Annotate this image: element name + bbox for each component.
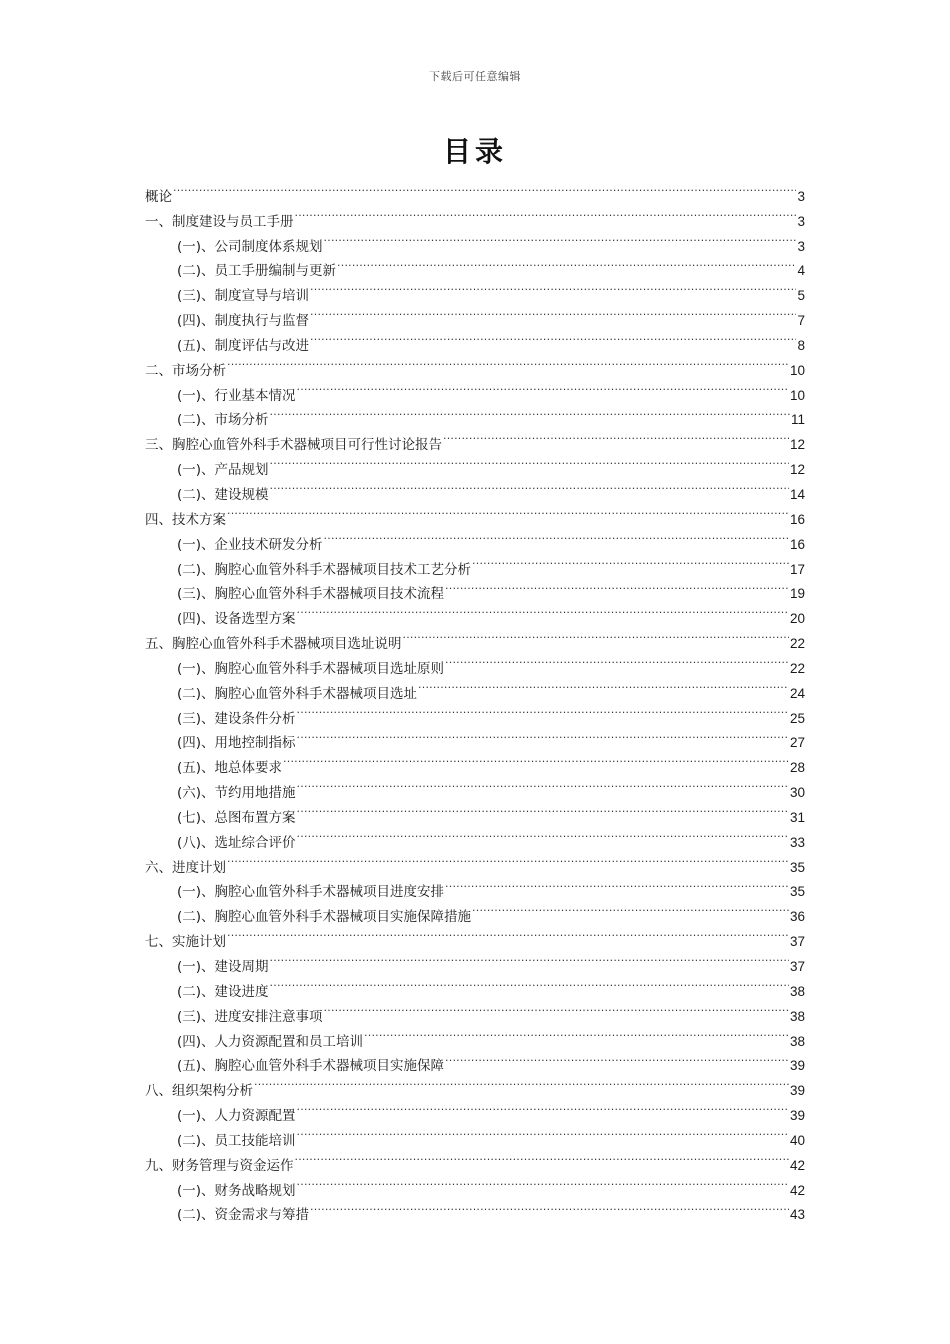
header-note: 下载后可任意编辑 (429, 70, 521, 83)
toc-dot-leader (283, 747, 789, 772)
toc-entry-page-number: 16 (789, 511, 805, 527)
toc-entry-label: (六)、节约用地措施 (177, 785, 296, 802)
toc-dot-leader (310, 1195, 789, 1220)
toc-entry-label: (二)、胸腔心血管外科手术器械项目技术工艺分析 (177, 561, 472, 578)
toc-dot-leader (337, 251, 796, 276)
toc-entry-label: 一、制度建设与员工手册 (145, 213, 294, 230)
toc-entry-label: (四)、用地控制指标 (177, 735, 296, 752)
toc-entry-label: (三)、胸腔心血管外科手术器械项目技术流程 (177, 586, 445, 603)
toc-entry-page-number: 39 (789, 1108, 805, 1124)
toc-entry-label: (三)、制度宣导与培训 (177, 288, 310, 305)
toc-entry-label: 八、组织架构分析 (145, 1083, 253, 1100)
toc-entry-page-number: 42 (789, 1157, 805, 1173)
toc-entry-label: (一)、行业基本情况 (177, 387, 296, 404)
toc-dot-leader (227, 350, 789, 375)
toc-dot-leader (472, 549, 789, 574)
toc-entry-page-number: 7 (797, 313, 805, 329)
toc-entry-page-number: 31 (789, 809, 805, 825)
toc-entry-page-number: 3 (797, 213, 805, 229)
toc-entry-page-number: 24 (789, 685, 805, 701)
toc-entry-label: (二)、胸腔心血管外科手术器械项目实施保障措施 (177, 909, 472, 926)
toc-entry[interactable] (145, 524, 805, 553)
toc-entry-label: (三)、进度安排注意事项 (177, 1008, 323, 1025)
toc-entry-page-number: 39 (789, 1083, 805, 1099)
toc-entry-page-number: 19 (789, 586, 805, 602)
toc-entry-page-number: 33 (789, 834, 805, 850)
toc-entry-label: 概论 (145, 188, 172, 205)
toc-entry-page-number: 17 (789, 561, 805, 577)
toc-entry-page-number: 35 (789, 859, 805, 875)
toc-entry-label: (一)、产品规划 (177, 462, 269, 479)
toc-entry[interactable] (145, 176, 805, 205)
toc-entry-page-number: 5 (797, 288, 805, 304)
toc-dot-leader (270, 400, 790, 425)
toc-entry-label: (二)、市场分析 (177, 412, 269, 429)
toc-entry-label: 三、胸腔心血管外科手术器械项目可行性讨论报告 (145, 437, 442, 454)
toc-entry-page-number: 12 (789, 437, 805, 453)
toc-entry-label: 六、进度计划 (145, 859, 226, 876)
toc-entry-label: (二)、胸腔心血管外科手术器械项目选址 (177, 685, 418, 702)
toc-entry-page-number: 25 (789, 710, 805, 726)
toc-entry[interactable] (145, 375, 805, 404)
toc-dot-leader (297, 375, 789, 400)
toc-entry-page-number: 3 (797, 188, 805, 204)
toc-dot-leader (443, 424, 789, 449)
toc-entry-label: (一)、建设周期 (177, 959, 269, 975)
toc-entry-page-number: 10 (789, 387, 805, 403)
toc-dot-leader (227, 499, 789, 524)
toc-dot-leader (310, 325, 796, 350)
toc-entry-label: (一)、企业技术研发分析 (177, 536, 323, 553)
toc-entry-label: (七)、总图布置方案 (177, 809, 296, 826)
toc-entry-page-number: 16 (789, 536, 805, 552)
toc-entry-label: (四)、人力资源配置和员工培训 (177, 1033, 364, 1050)
toc-dot-leader (297, 1120, 789, 1145)
toc-dot-leader (324, 524, 789, 549)
toc-entry[interactable] (145, 847, 805, 876)
toc-entry-label: 七、实施计划 (145, 934, 226, 951)
toc-entry-page-number: 38 (789, 983, 805, 999)
toc-dot-leader (270, 474, 789, 499)
toc-entry-label: (一)、胸腔心血管外科手术器械项目进度安排 (177, 884, 445, 901)
toc-entry-label: (一)、财务战略规划 (177, 1182, 296, 1199)
toc-dot-leader (297, 598, 789, 623)
toc-entry-label: (二)、建设进度 (177, 983, 269, 1000)
toc-dot-leader (270, 449, 789, 474)
toc-dot-leader (324, 226, 797, 251)
toc-entry-label: 五、胸腔心血管外科手术器械项目选址说明 (145, 636, 402, 653)
toc-dot-leader (297, 1170, 789, 1195)
toc-dot-leader (254, 1070, 789, 1095)
toc-entry-label: (四)、制度执行与监督 (177, 313, 310, 330)
toc-entry[interactable] (145, 350, 805, 379)
toc-entry-label: (二)、员工技能培训 (177, 1132, 296, 1149)
toc-dot-leader (445, 1046, 789, 1071)
toc-entry-label: (二)、建设规模 (177, 486, 269, 503)
toc-dot-leader (310, 300, 796, 325)
toc-dot-leader (445, 574, 789, 599)
toc-entry-page-number: 38 (789, 1033, 805, 1049)
toc-dot-leader (297, 772, 789, 797)
toc-dot-leader (297, 723, 789, 748)
toc-dot-leader (270, 946, 789, 971)
toc-entry-page-number: 39 (789, 1058, 805, 1074)
toc-entry-page-number: 4 (797, 263, 805, 279)
toc-entry-label: 二、市场分析 (145, 362, 226, 379)
toc-entry-page-number: 30 (789, 785, 805, 801)
toc-entry-label: 四、技术方案 (145, 511, 226, 528)
toc-entry-page-number: 10 (789, 362, 805, 378)
toc-entry-label: (五)、胸腔心血管外科手术器械项目实施保障 (177, 1058, 445, 1075)
toc-entry-page-number: 14 (789, 486, 805, 502)
toc-entry-page-number: 42 (789, 1182, 805, 1198)
toc-entry-page-number: 22 (789, 636, 805, 652)
toc-dot-leader (364, 1021, 789, 1046)
toc-entry-label: (一)、人力资源配置 (177, 1108, 296, 1125)
toc-entry-page-number: 35 (789, 884, 805, 900)
toc-entry-page-number: 8 (797, 337, 805, 353)
toc-entry-label: (一)、公司制度体系规划 (177, 238, 323, 255)
toc-dot-leader (297, 822, 789, 847)
toc-entry-label: (一)、胸腔心血管外科手术器械项目选址原则 (177, 660, 445, 677)
toc-entry[interactable] (145, 921, 805, 951)
toc-entry-label: (四)、设备选型方案 (177, 611, 296, 628)
toc-entry[interactable] (145, 499, 805, 528)
toc-entry-label: (三)、建设条件分析 (177, 710, 296, 727)
toc-entry[interactable] (145, 872, 805, 901)
toc-dot-leader (270, 971, 789, 996)
page-title: 目录 (442, 135, 507, 168)
toc-entry-page-number: 37 (789, 959, 805, 974)
toc-entry-page-number: 22 (789, 660, 805, 676)
toc-entry-label: 九、财务管理与资金运作 (145, 1157, 294, 1174)
toc-dot-leader (295, 1145, 789, 1170)
toc-entry-label: (二)、员工手册编制与更新 (177, 263, 337, 280)
toc-dot-leader (324, 996, 789, 1021)
toc-dot-leader (418, 673, 789, 698)
toc-dot-leader (310, 275, 796, 300)
toc-entry[interactable] (145, 201, 805, 230)
toc-dot-leader (297, 698, 789, 723)
toc-entry-page-number: 37 (789, 934, 805, 950)
toc-entry[interactable] (145, 946, 805, 975)
toc-dot-leader (297, 1095, 789, 1120)
toc-entry-page-number: 40 (789, 1132, 805, 1148)
toc-dot-leader (403, 623, 789, 648)
toc-entry-page-number: 36 (789, 909, 805, 925)
toc-entry-label: (八)、选址综合评价 (177, 834, 296, 851)
toc-dot-leader (445, 648, 789, 673)
toc-entry-label: (二)、资金需求与筹措 (177, 1207, 310, 1224)
toc-dot-leader (445, 872, 789, 897)
toc-entry-page-number: 3 (797, 238, 805, 254)
toc-entry-page-number: 28 (789, 760, 805, 776)
toc-entry-page-number: 43 (789, 1207, 805, 1223)
toc-dot-leader (295, 201, 797, 226)
toc-entry-page-number: 20 (789, 611, 805, 627)
toc-entry-page-number: 27 (789, 735, 805, 751)
toc-list (145, 176, 805, 1224)
toc-entry-page-number: 12 (789, 462, 805, 478)
toc-dot-leader (472, 896, 789, 921)
toc-dot-leader (173, 176, 796, 201)
toc-entry-page-number: 38 (789, 1008, 805, 1024)
toc-entry-label: (五)、制度评估与改进 (177, 337, 310, 354)
toc-dot-leader (297, 797, 789, 822)
toc-entry-page-number: 11 (790, 412, 805, 428)
toc-dot-leader (227, 847, 789, 872)
toc-dot-leader (227, 921, 789, 946)
toc-entry-label: (五)、地总体要求 (177, 760, 283, 777)
